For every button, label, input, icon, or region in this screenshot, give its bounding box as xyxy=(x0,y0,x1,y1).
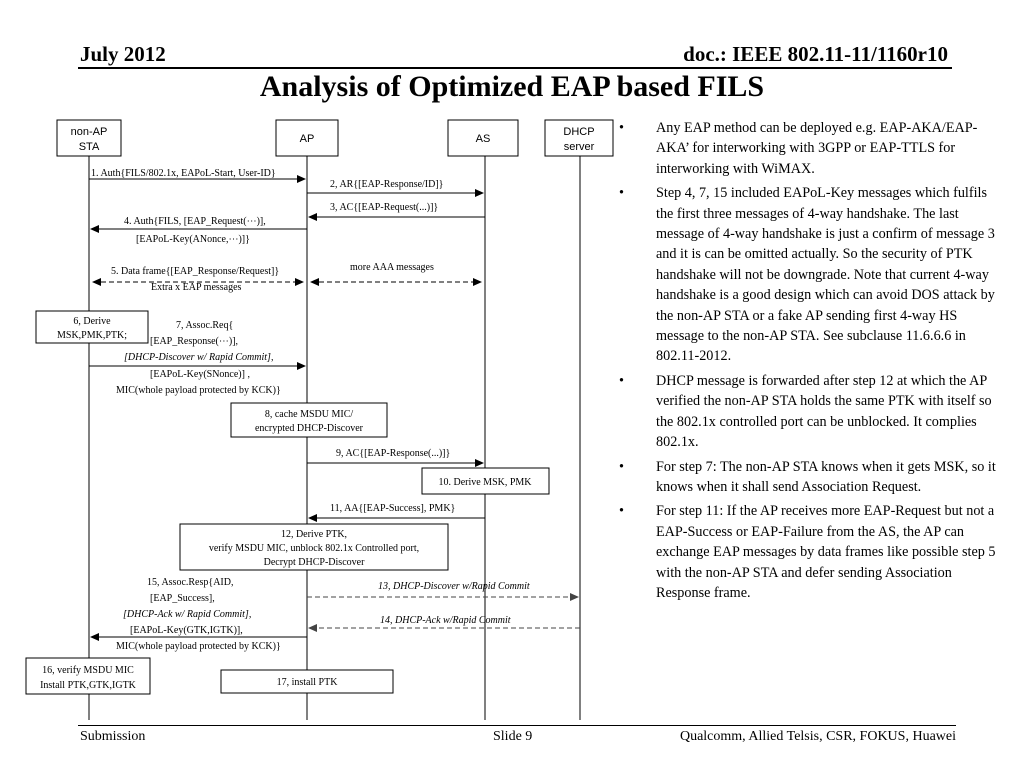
entity-ap-label: AP xyxy=(299,133,315,145)
footer-rule xyxy=(78,725,956,726)
msg-4-label-line1: 4. Auth{FILS, [EAP_Request(⋯)], xyxy=(124,216,266,227)
step-17-label: 17, install PTK xyxy=(276,677,338,688)
msg-2-label: 2, AR{[EAP-Response/ID]} xyxy=(330,179,444,190)
msg-14-label: 14, DHCP-Ack w/Rapid Commit xyxy=(380,615,511,626)
step-8-line2: encrypted DHCP-Discover xyxy=(254,423,364,434)
step-8-line1: 8, cache MSDU MIC/ xyxy=(264,409,354,420)
header-doc-id: doc.: IEEE 802.11-11/1160r10 xyxy=(683,42,948,66)
step-8-box xyxy=(231,403,387,437)
msg-15-label-line4: [EAPoL-Key(GTK,IGTK)], xyxy=(130,625,243,636)
entity-sta-line2: STA xyxy=(78,141,100,153)
slide-title: Analysis of Optimized EAP based FILS xyxy=(259,70,765,103)
note-item xyxy=(618,118,998,179)
notes-list xyxy=(618,118,998,607)
note-item xyxy=(618,457,998,498)
msg-15-label-line2: [EAP_Success], xyxy=(150,593,215,604)
entity-dhcp-line1: DHCP xyxy=(563,126,595,138)
footer-slide-number: Slide 9 xyxy=(493,729,533,744)
msg-5-label-line2: Extra x EAP messages xyxy=(151,282,242,293)
note-item xyxy=(618,183,998,367)
header-date: July 2012 xyxy=(80,42,166,66)
msg-1-label: 1. Auth{FILS/802.1x, EAPoL-Start, User-ID} xyxy=(91,168,276,179)
bullet: • xyxy=(619,503,624,520)
step-16-box xyxy=(26,658,150,694)
note-item xyxy=(618,501,998,603)
entity-as-label: AS xyxy=(475,133,491,145)
step-12-line1: 12, Derive PTK, xyxy=(280,529,348,540)
entity-sta-line1: non-AP xyxy=(70,126,108,138)
msg-5-label-line1: 5. Data frame{[EAP_Response/Request]} xyxy=(111,266,280,277)
footer-submission: Submission xyxy=(80,729,146,744)
note-text: DHCP message is forwarded after step 12 at which the AP verified the non-AP STA holds the same PTK with itself so the 802.1x controlled port can be unblocked. It complies 802.1x. xyxy=(656,372,992,451)
msg-15-label-line3: [DHCP-Ack w/ Rapid Commit], xyxy=(123,609,252,620)
msg-7-label-line1: 7, Assoc.Req{ xyxy=(176,320,234,331)
step-12-line2: verify MSDU MIC, unblock 802.1x Controlled port, xyxy=(208,543,420,554)
note-text: Step 4, 7, 15 included EAPoL-Key messages which fulfils the first three messages of 4-way handshake. The last message of 4-way handshake is just a confirm of message 3 and it is can be omitted actually. So the security of PTK handshake will not be downgrade. Note that current 4-way handshake is a good design which can avoid DOS attack by the non-AP STA or a fake AP sending first 4-way HS message to the non-AP STA. See subclause 11.6.6.6 in 802.11-2012. xyxy=(656,185,995,365)
msg-7-label-line3: [DHCP-Discover w/ Rapid Commit], xyxy=(124,352,274,363)
msg-13-label: 13, DHCP-Discover w/Rapid Commit xyxy=(378,581,530,592)
note-text: Any EAP method can be deployed e.g. EAP-AKA/EAP-AKA’ for interworking with 3GPP or EAP-TTLS for interworking with WiMAX. xyxy=(656,120,978,177)
msg-11-label: 11, AA{[EAP-Success], PMK} xyxy=(330,503,456,514)
msg-7-label-line2: [EAP_Response(⋯)], xyxy=(150,336,239,347)
step-6-box xyxy=(36,311,148,343)
step-10-label: 10. Derive MSK, PMK xyxy=(438,477,532,488)
footer-authors: Qualcomm, Allied Telsis, CSR, FOKUS, Huawei xyxy=(679,729,956,744)
entity-as xyxy=(448,120,518,156)
step-16-line1: 16, verify MSDU MIC xyxy=(42,665,134,676)
step-12-box xyxy=(180,524,448,570)
bullet: • xyxy=(619,120,624,136)
note-text: For step 11: If the AP receives more EAP-Request but not a EAP-Success or EAP-Failure from the AS, the AP can exchange EAP messages by data frames like possible step 5 with the non-AP STA and defer sending Association Response frame. xyxy=(656,503,996,601)
bullet: • xyxy=(619,185,624,202)
note-item xyxy=(618,371,998,453)
msg-4-label-line2: [EAPoL-Key(ANonce,⋯)]} xyxy=(136,234,250,245)
step-16-line2: Install PTK,GTK,IGTK xyxy=(40,680,136,691)
msg-3-label: 3, AC{[EAP-Request(...)]} xyxy=(330,202,439,213)
note-text: For step 7: The non-AP STA knows when it gets MSK, so it knows when it shall send Association Request. xyxy=(656,458,996,495)
msg-15-label-line1: 15, Assoc.Resp{AID, xyxy=(147,577,234,588)
entity-dhcp xyxy=(545,120,613,156)
step-12-line3: Decrypt DHCP-Discover xyxy=(263,557,365,568)
bullet: • xyxy=(619,372,624,389)
entity-sta xyxy=(57,120,121,156)
msg-5-aaa-label: more AAA messages xyxy=(350,262,434,273)
msg-9-label: 9, AC{[EAP-Response(...)]} xyxy=(336,448,451,459)
bullet: • xyxy=(619,458,624,475)
msg-7-label-line4: [EAPoL-Key(SNonce)] , xyxy=(150,369,250,380)
step-10-box xyxy=(422,468,549,494)
step-6-line1: 6, Derive xyxy=(73,316,111,327)
entity-ap xyxy=(276,120,338,156)
step-6-line2: MSK,PMK,PTK; xyxy=(56,330,128,341)
msg-7-label-line5: MIC(whole payload protected by KCK)} xyxy=(116,385,281,396)
msg-15-label-line5: MIC(whole payload protected by KCK)} xyxy=(116,641,281,652)
step-17-box xyxy=(221,670,393,693)
entity-dhcp-line2: server xyxy=(563,141,595,153)
